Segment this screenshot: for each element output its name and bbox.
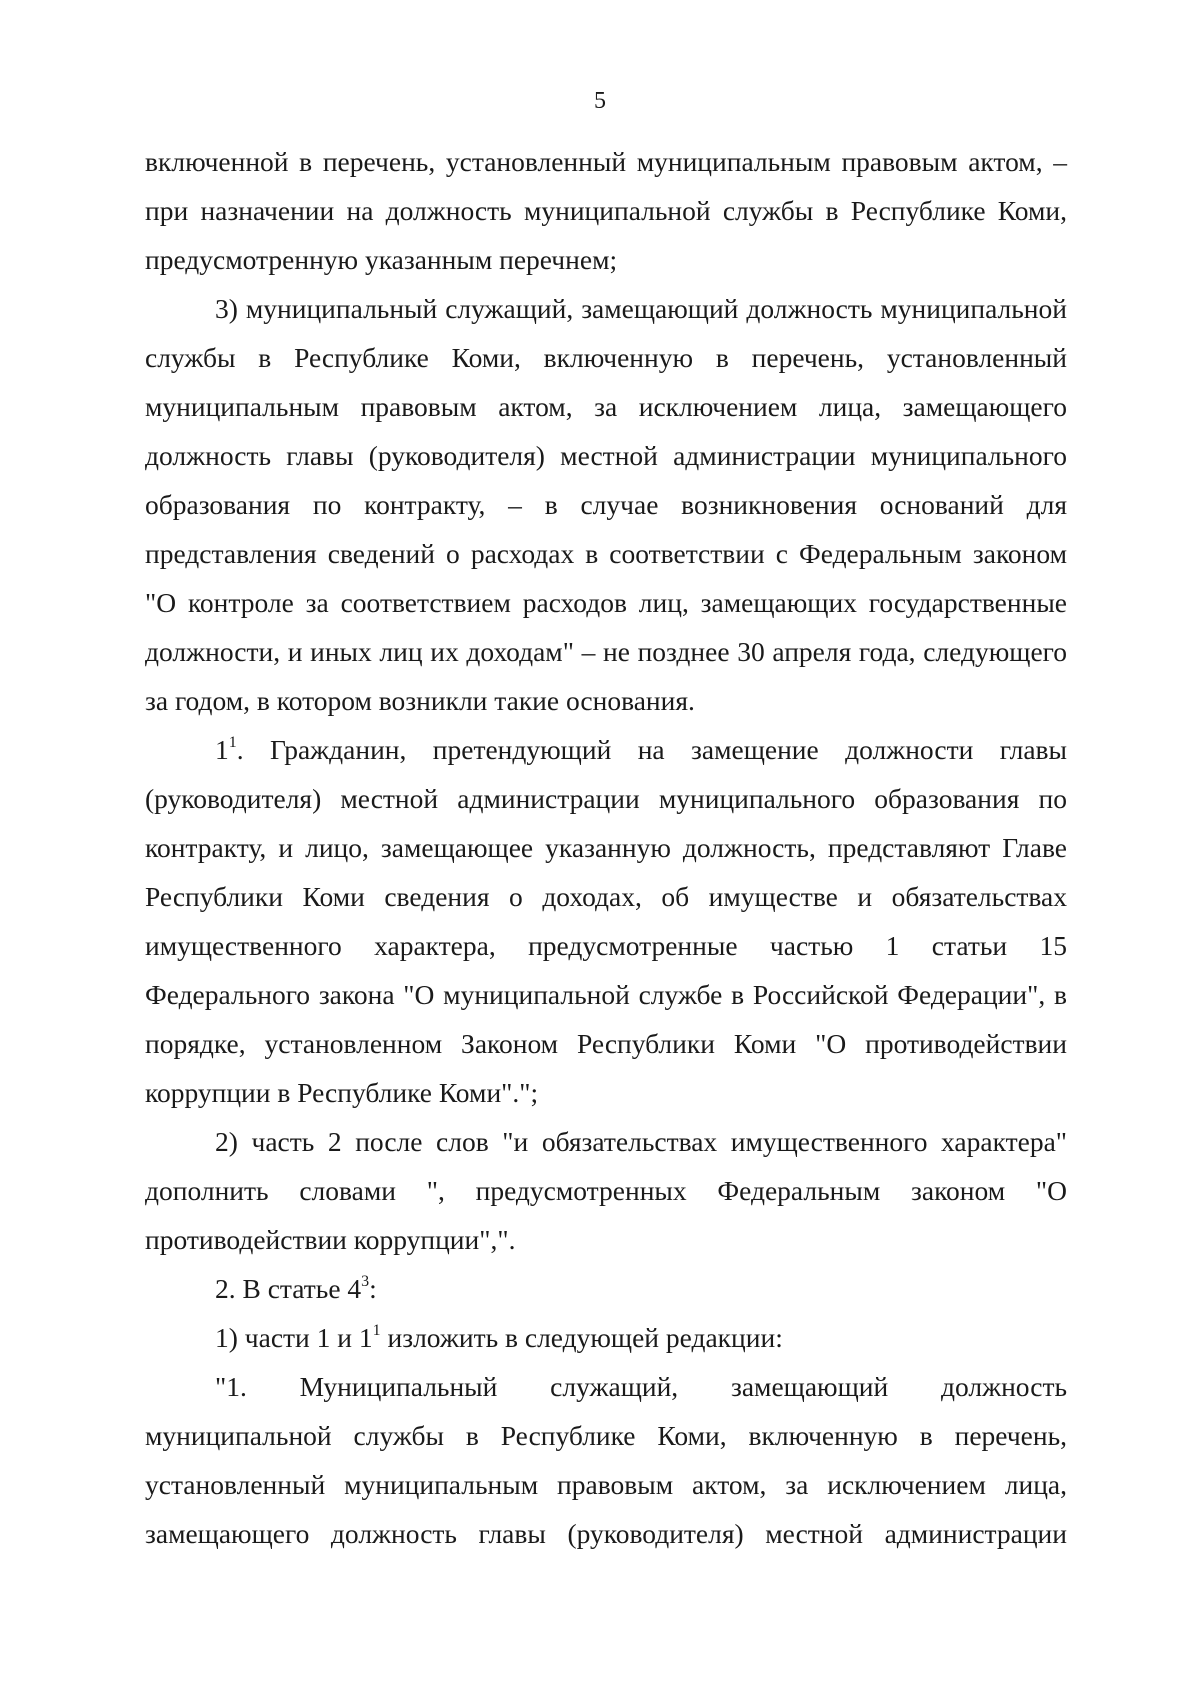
page-number: 5 xyxy=(594,88,606,114)
article-superscript: 3 xyxy=(361,1272,370,1290)
document-body xyxy=(145,137,1067,1558)
subitem-text: изложить в следующей редакции: xyxy=(380,1322,783,1353)
paragraph-quoted-part-1: "1. Муниципальный служащий, замещающий должность муниципальной службы в Республике Коми, включенную в перечень, установленный муниципальным правовым актом, за исключением лица, замещающего должность главы (руководителя) местной администрации xyxy=(145,1371,1067,1549)
paragraph-item-3: 3) муниципальный служащий, замещающий должность муниципальной службы в Республике Коми, включенную в перечень, установленный муниципальным правовым актом, за исключением лица, замещающего должность главы (руководителя) местной администрации муниципального образования по контракту, – в случае возникновения оснований для представления сведений о расходах в соответствии с Федеральным законом "О контроле за соответствием расходов лиц, замещающих государственные должности, и иных лиц их доходам" – не позднее 30 апреля года, следующего за годом, в котором возникли такие основания. xyxy=(145,293,1067,716)
paragraph-item-2: 2) часть 2 после слов "и обязательствах имущественного характера" дополнить словами ", предусмотренных Федеральным законом "О противодействии коррупции",". xyxy=(145,1126,1067,1255)
part-number-superscript: 1 xyxy=(228,733,237,751)
paragraph-text: . Гражданин, претендующий на замещение должности главы (руководителя) местной администрации муниципального образования по контракту, и лицо, замещающее указанную должность, представляют Главе Республики Коми сведения о доходах, об имуществе и обязательствах имущественного характера, предусмотренные частью 1 статьи 15 Федерального закона "О муниципальной службе в Российской Федерации", в порядке, установленном Законом Республики Коми "О противодействии коррупции в Республике Коми"."; xyxy=(145,734,1067,1108)
paragraph-subitem-1 xyxy=(145,1313,1067,1362)
subitem-prefix: 1) части 1 и 1 xyxy=(215,1322,373,1353)
article-heading: 2. В статье 4 xyxy=(215,1273,362,1304)
paragraph-continuation: включенной в перечень, установленный муниципальным правовым актом, – при назначении на должность муниципальной службы в Республике Коми, предусмотренную указанным перечнем; xyxy=(145,146,1067,275)
part-number: 1 xyxy=(215,734,229,765)
subitem-superscript: 1 xyxy=(372,1321,381,1339)
paragraph-article-2 xyxy=(145,1264,1067,1313)
paragraph-part-1-1 xyxy=(145,725,1067,1117)
article-heading-colon: : xyxy=(369,1273,377,1304)
